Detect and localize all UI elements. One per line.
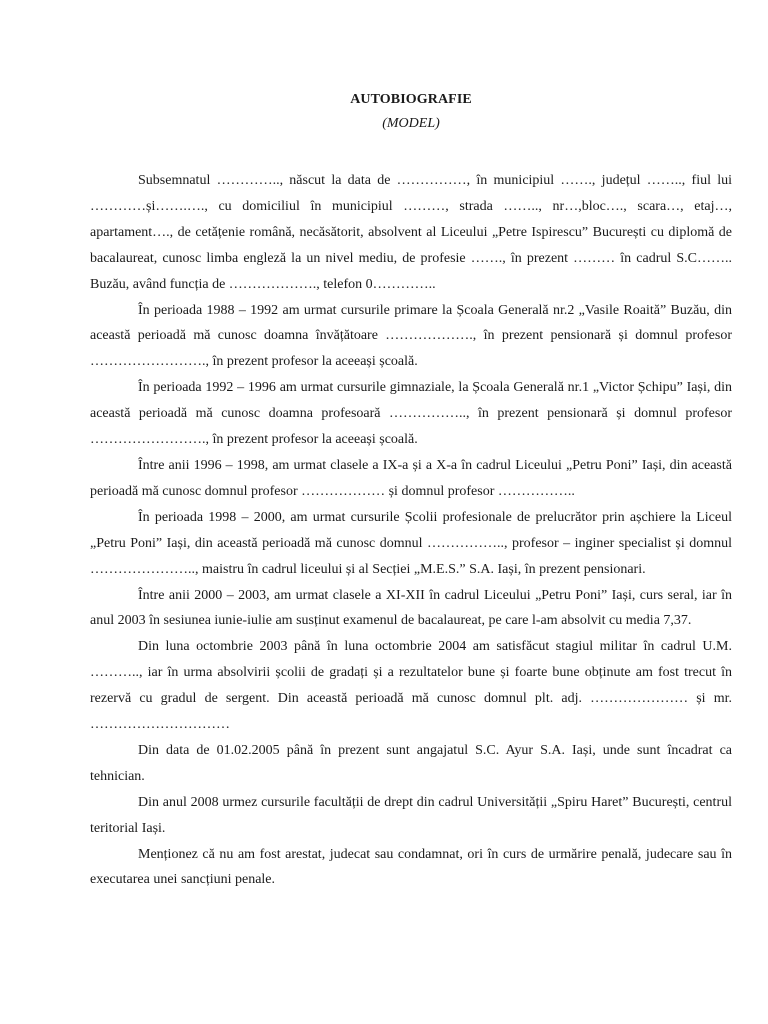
paragraph-vocational-school: În perioada 1998 – 2000, am urmat cursurile Școlii profesionale de prelucrător prin așchiere la Liceul „Petru Poni” Iași, din această perioadă mă cunosc domnul …………….., profesor – inginer specialist și domnul ………………….., maistru în cadrul liceului și al Secției „M.E.S.” S.A. Iași, în prezent pensionari. <box>90 509 732 577</box>
paragraph-criminal-record: Menționez că nu am fost arestat, judecat sau condamnat, ori în curs de urmărire penală, judecare sau în executarea unei sancțiuni penale. <box>90 846 732 888</box>
paragraph-university: Din anul 2008 urmez cursurile facultății de drept din cadrul Universității „Spiru Haret” București, centrul teritorial Iași. <box>90 794 732 836</box>
document-subtitle: (MODEL) <box>382 116 440 131</box>
paragraph-personal-details: Subsemnatul ………….., născut la data de ……………, în municipiul ……., județul …….., fiul lui …………și…….…., cu domiciliul în municipiul ………, strada …….., nr…,bloc…., scara…, etaj…, apartament…., de cetățenie română, necăsătorit, absolvent al Liceului „Petre Ispirescu” București cu diplomă de bacalaureat, cunosc limba engleză la un nivel mediu, de profesie ……., în prezent ……… în cadrul S.C…….. Buzău, având funcția de ………………., telefon 0………….. <box>90 173 732 292</box>
document-page <box>90 88 732 893</box>
paragraph-high-school-evening: Între anii 2000 – 2003, am urmat clasele a XI-XII în cadrul Liceului „Petru Poni” Iași, curs seral, iar în anul 2003 în sesiunea iunie-iulie am susținut examenul de bacalaureat, pe care l-am absolvit cu media 7,37. <box>90 587 732 629</box>
paragraph-employment: Din data de 01.02.2005 până în prezent sunt angajatul S.C. Ayur S.A. Iași, unde sunt încadrat ca tehnician. <box>90 742 732 784</box>
paragraph-high-school-early: Între anii 1996 – 1998, am urmat clasele a IX-a și a X-a în cadrul Liceului „Petru Poni” Iași, din această perioadă mă cunosc domnul profesor ……………… și domnul profesor …………….. <box>90 457 732 499</box>
paragraph-middle-school: În perioada 1992 – 1996 am urmat cursurile gimnaziale, la Școala Generală nr.1 „Victor Șchipu” Iași, din această perioadă mă cunosc doamna profesoară …………….., în prezent pensionară și domnul profesor ……………………., în prezent profesor la aceeași școală. <box>90 380 732 448</box>
document-title: AUTOBIOGRAFIE <box>350 92 472 107</box>
paragraph-military-service: Din luna octombrie 2003 până în luna octombrie 2004 am satisfăcut stagiul militar în cadrul U.M. ……….., iar în urma absolvirii școlii de gradați și a rezultatelor bune și foarte bune obținute am fost trecut în rezervă cu gradul de sergent. Din această perioadă mă cunosc domnul plt. adj. ………………… și mr. ………………………… <box>90 639 732 733</box>
paragraph-primary-school: În perioada 1988 – 1992 am urmat cursurile primare la Școala Generală nr.2 „Vasile Roaită” Buzău, din această perioadă mă cunosc doamna învățătoare ………………., în prezent pensionară și domnul profesor ……………………., în prezent profesor la aceeași școală. <box>90 302 732 370</box>
